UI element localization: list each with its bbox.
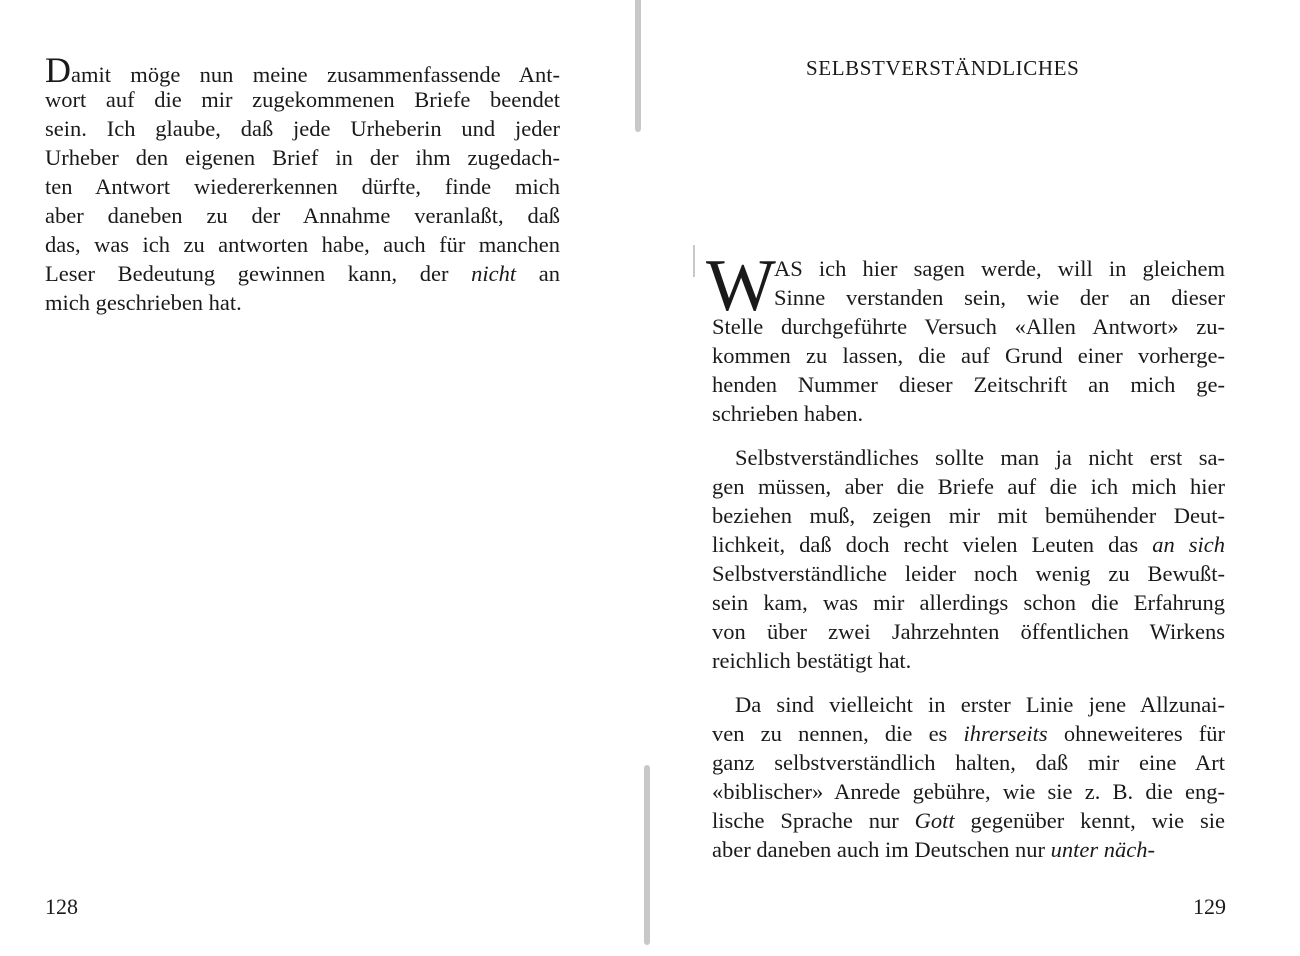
text-segment: aber daneben zu der Annahme veranlaßt, daß: [45, 203, 560, 228]
text-segment: schrieben haben.: [712, 401, 864, 426]
text-segment: sein. Ich glaube, daß jede Urheberin und jeder: [45, 116, 560, 141]
text-line: [45, 230, 560, 259]
text-segment: Stelle durchgeführte Versuch «Allen Antwort» zu-: [712, 314, 1225, 339]
text-segment: gen müssen, aber die Briefe auf die ich mich hier: [712, 474, 1225, 499]
italic-text: unter näch-: [1050, 837, 1155, 862]
text-line: [712, 719, 1225, 748]
italic-text: an sich: [1152, 532, 1225, 557]
text-segment: ohneweiteres für: [1047, 721, 1225, 746]
text-segment: Urheber den eigenen Brief in der ihm zugedach-: [45, 145, 560, 170]
text-segment: lichkeit, daß doch recht vielen Leuten das: [712, 532, 1153, 557]
text-segment: von über zwei Jahrzehnten öffentlichen Wirkens: [712, 619, 1225, 644]
text-line: [712, 399, 1225, 428]
text-segment: aber daneben auch im Deutschen nur: [712, 837, 1051, 862]
text-line: [712, 370, 1225, 399]
text-line: [45, 114, 560, 143]
text-line: [45, 288, 560, 317]
text-line: [712, 341, 1225, 370]
text-segment: an: [516, 261, 560, 286]
gutter-shadow-top: [635, 0, 641, 132]
dropcap-scan-mark: [693, 245, 695, 277]
text-line: [45, 50, 560, 90]
text-line: [712, 690, 1225, 719]
text-segment: AS ich hier sagen werde, will in gleichem: [774, 256, 1225, 281]
text-line: [712, 806, 1225, 835]
text-line: [712, 283, 1225, 312]
text-segment: mich geschrieben hat.: [45, 290, 242, 315]
left-page-paragraph: [45, 50, 560, 317]
text-line: [712, 777, 1225, 806]
text-segment: Sinne verstanden sein, wie der an dieser: [774, 285, 1225, 310]
text-segment: henden Nummer dieser Zeitschrift an mich ge-: [712, 372, 1225, 397]
text-segment: Selbstverständliche leider noch wenig zu Bewußt-: [712, 561, 1225, 586]
text-line: [45, 143, 560, 172]
text-line: [712, 472, 1225, 501]
text-segment: ven zu nennen, die es: [712, 721, 964, 746]
italic-text: nicht: [471, 261, 517, 286]
page-number-left: 128: [45, 894, 78, 919]
text-segment: kommen zu lassen, die auf Grund einer vorherge-: [712, 343, 1225, 368]
text-segment: reichlich bestätigt hat.: [712, 648, 912, 673]
text-segment: Leser Bedeutung gewinnen kann, der: [45, 261, 472, 286]
gutter-shadow-bottom: [644, 765, 650, 945]
text-line: [45, 172, 560, 201]
text-segment: ten Antwort wiedererkennen dürfte, finde mich: [45, 174, 560, 199]
text-segment: wort auf die mir zugekommenen Briefe beendet: [45, 87, 560, 112]
dropcap-d: D: [45, 50, 71, 90]
text-segment: ganz selbstverständlich halten, daß mir eine Art: [712, 750, 1225, 775]
text-segment: amit möge nun meine zusammenfassende Ant-: [71, 62, 560, 87]
text-segment: Da sind vielleicht in erster Linie jene Allzunai-: [735, 692, 1225, 717]
text-line: [712, 559, 1225, 588]
dropcap-w: W: [706, 245, 776, 327]
right-page-body: [712, 254, 1225, 864]
text-segment: das, was ich zu antworten habe, auch für manchen: [45, 232, 560, 257]
text-segment: sein kam, was mir allerdings schon die Erfahrung: [712, 590, 1225, 615]
text-line: [712, 588, 1225, 617]
text-segment: beziehen muß, zeigen mir mit bemühender Deut-: [712, 503, 1225, 528]
text-line: [712, 254, 1225, 283]
text-line: [45, 85, 560, 114]
text-line: [712, 748, 1225, 777]
text-line: [712, 835, 1225, 864]
text-line: [712, 312, 1225, 341]
text-segment: Selbstverständliches sollte man ja nicht erst sa-: [735, 445, 1225, 470]
text-line: [712, 646, 1225, 675]
text-segment: «biblischer» Anrede gebühre, wie sie z. B. die eng-: [712, 779, 1225, 804]
text-line: [712, 443, 1225, 472]
text-line: [712, 501, 1225, 530]
italic-text: ihrerseits: [963, 721, 1048, 746]
text-line: [45, 259, 560, 288]
text-line: [45, 201, 560, 230]
text-segment: gegenüber kennt, wie sie: [954, 808, 1225, 833]
text-segment: lische Sprache nur: [712, 808, 915, 833]
italic-text: Gott: [914, 808, 955, 833]
text-line: [712, 530, 1225, 559]
page-number-right: 129: [1193, 894, 1226, 919]
running-head: SELBSTVERSTÄNDLICHES: [806, 56, 1080, 80]
text-line: [712, 617, 1225, 646]
